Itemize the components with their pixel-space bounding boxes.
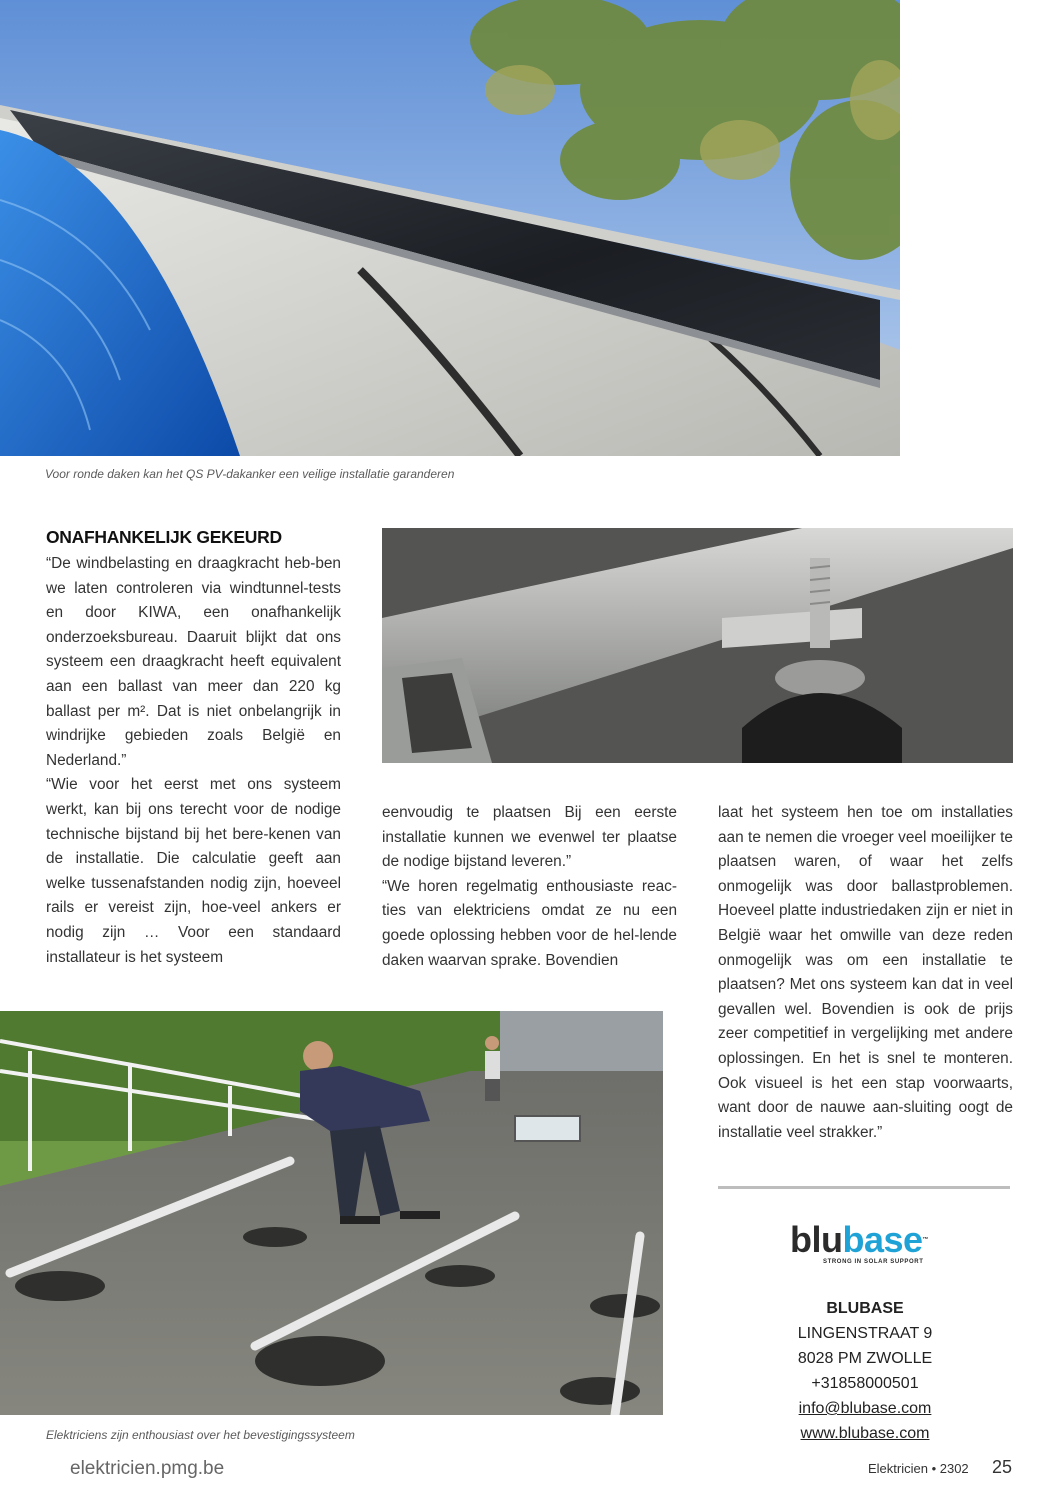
logo-trademark: ™: [922, 1237, 929, 1243]
phone-number: +31858000501: [811, 1375, 919, 1392]
logo-text-base: base: [842, 1219, 923, 1260]
photo-mounting-bracket: [382, 528, 1013, 763]
article-column-1: [46, 552, 341, 970]
page-number: 25: [992, 1457, 1013, 1477]
contact-separator: [718, 1186, 1010, 1189]
article-column-2: [382, 801, 677, 973]
paragraph: laat het systeem hen toe om installaties aan te nemen die vroeger veel moeilijker te plaatsen waren, of waar het zelfs onmogelijk was door ballastproblemen. Hoeveel platte industriedaken zijn er niet in België waar het omwille van deze reden onmogelijk was om een installatie te plaatsen? Met ons systeem kan dat in veel gevallen wel. Bovendien is ook de prijs zeer competitief in vergelijking met andere oplossingen. En het is snel te monteren. Ook visueel is het een stap voorwaarts, want door de nauwe aan-sluiting oogt de installatie veel strakker.”: [718, 804, 1013, 1141]
logo-text-blu: blu: [790, 1219, 843, 1260]
blubase-logo: [790, 1219, 940, 1272]
footer-site: elektricien.pmg.be: [70, 1458, 225, 1479]
paragraph: “De windbelasting en draagkracht heb-ben we laten controleren via windtunnel-tests en door KIWA, een onafhankelijk onderzoeksbureau. Daaruit blijkt dat ons systeem een draagkracht heeft equivalent aan een ballast van meer dan 220 kg ballast per m². Dat is niet onbelangrijk in windrijke gebieden zoals België en Nederland.”: [46, 555, 341, 769]
photo-curved-roof-solar-panels: [0, 0, 900, 456]
paragraph: eenvoudig te plaatsen Bij een eerste installatie kunnen we evenwel ter plaatse de nodige bijstand leveren.”: [382, 804, 677, 871]
photo-electrician-flat-roof: [0, 1011, 663, 1415]
section-heading: ONAFHANKELIJK GEKEURD: [46, 527, 282, 547]
article-column-3: [718, 801, 1013, 1145]
top-photo-caption: Voor ronde daken kan het QS PV-dakanker een veilige installatie garanderen: [45, 467, 455, 481]
bottom-photo-caption: Elektriciens zijn enthousiast over het bevestigingssysteem: [46, 1428, 355, 1442]
street-address: LINGENSTRAAT 9: [797, 1325, 933, 1342]
city-address: 8028 PM ZWOLLE: [797, 1350, 933, 1367]
paragraph: “We horen regelmatig enthousiaste reac-ties van elektriciens omdat ze nu een goede oplossing hebben voor de hel-lende daken waarvan sprake. Bovendien: [382, 877, 677, 969]
email-link[interactable]: info@blubase.com: [798, 1400, 932, 1417]
footer-issue: Elektricien • 2302: [868, 1461, 969, 1476]
logo-tagline: STRONG IN SOLAR SUPPORT: [823, 1259, 924, 1265]
contact-block: [760, 1296, 970, 1446]
website-link[interactable]: www.blubase.com: [800, 1425, 930, 1442]
company-name: BLUBASE: [826, 1300, 904, 1317]
paragraph: “Wie voor het eerst met ons systeem werkt, kan bij ons terecht voor de nodige technische bijstand bij het bere-kenen van de installatie. Die calculatie geeft aan welke tussenafstanden nodig zijn, hoeveel rails er vereist zijn, hoe-veel ankers er nodig zijn … Voor een standaard installateur is het systeem: [46, 776, 341, 966]
